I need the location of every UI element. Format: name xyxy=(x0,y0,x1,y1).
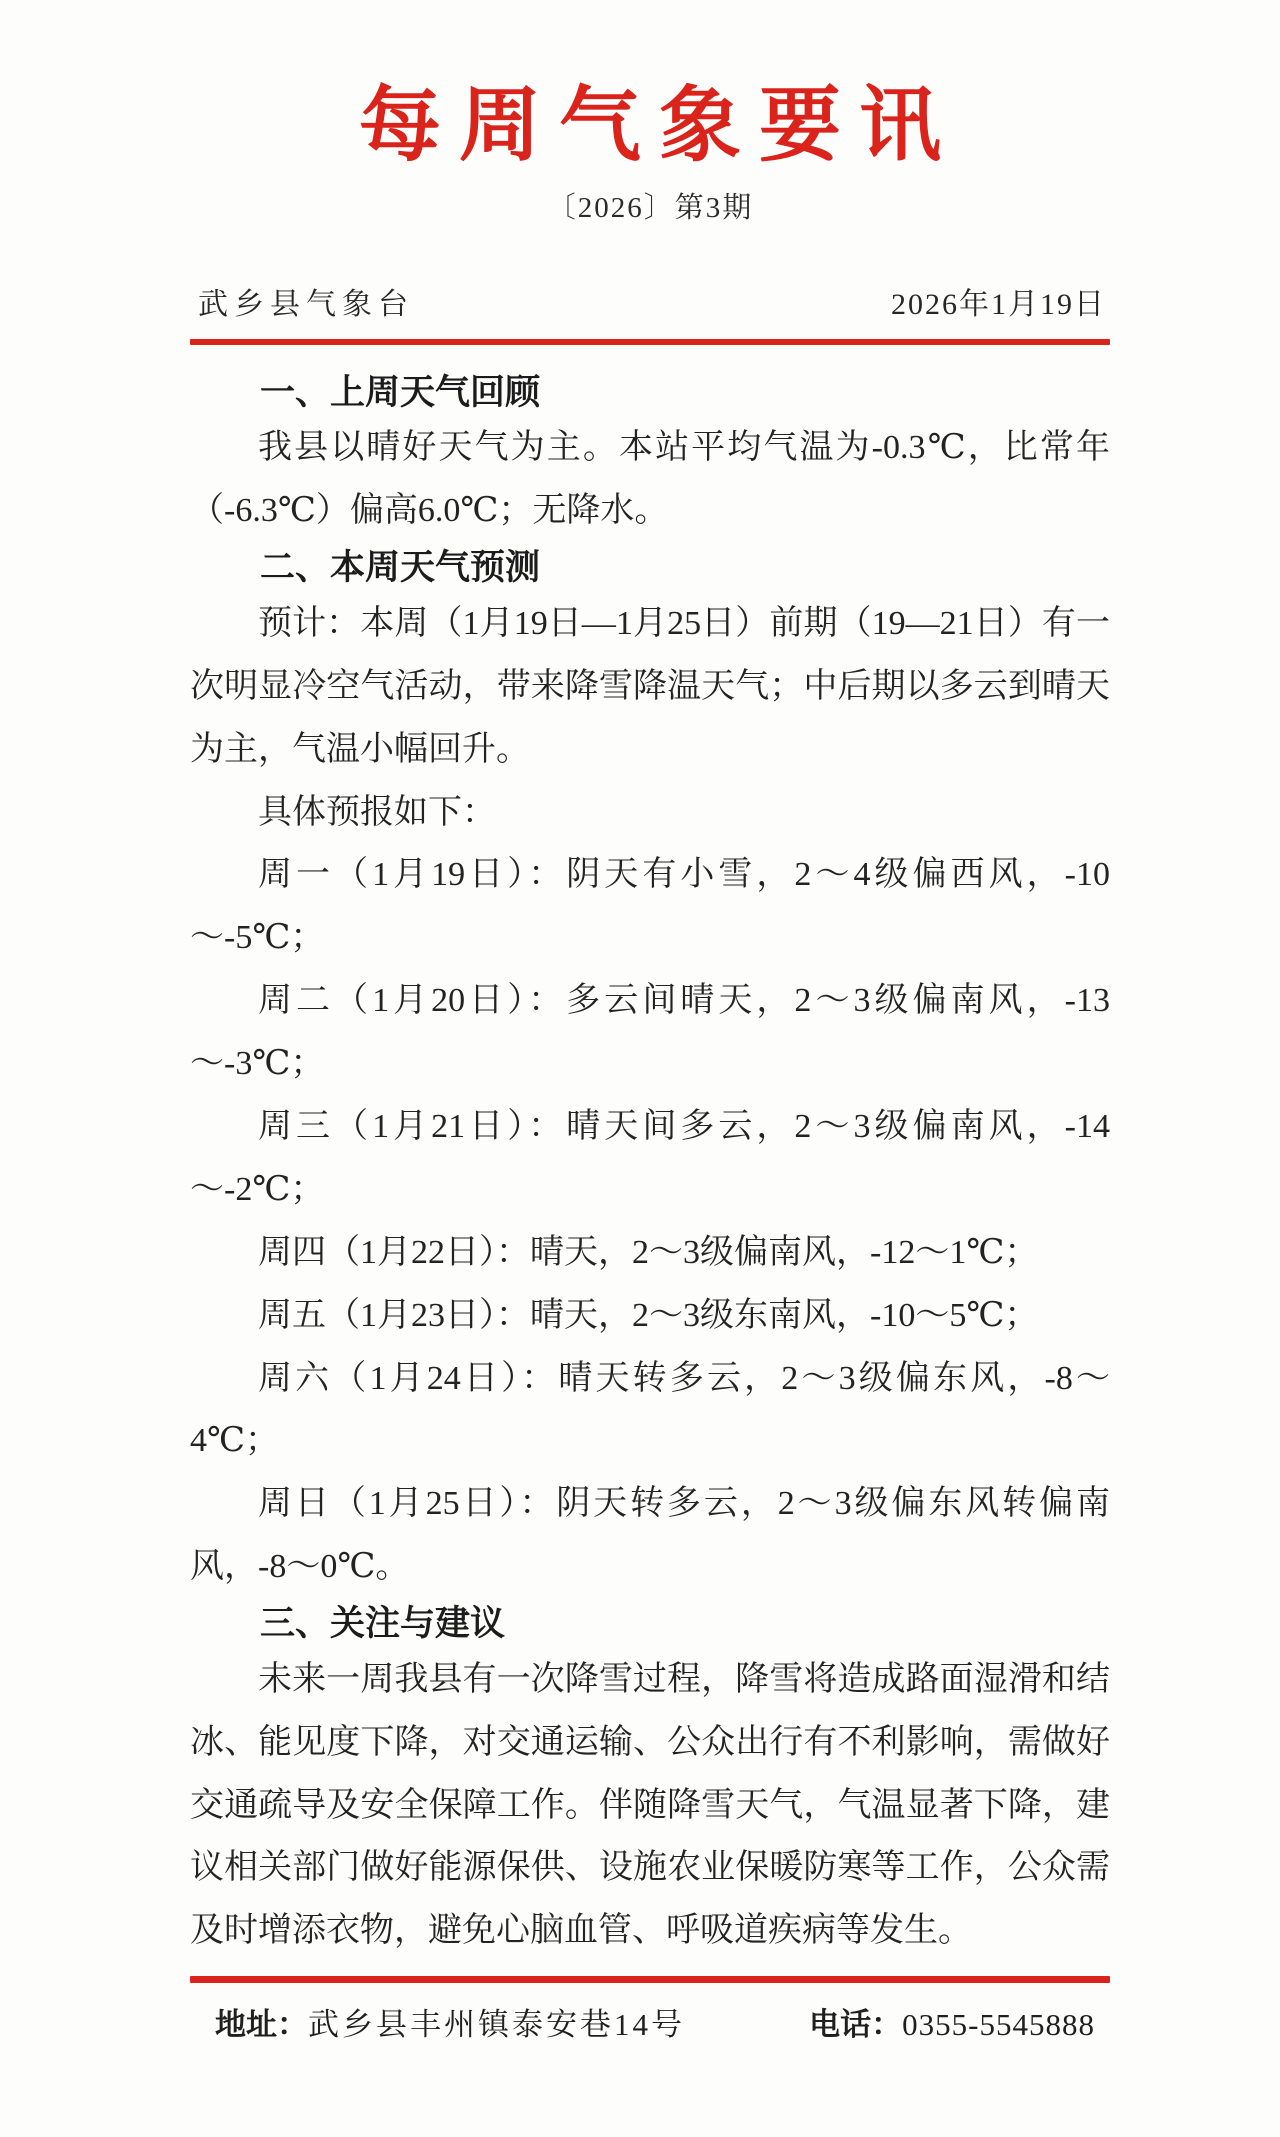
section-3-paragraph: 未来一周我县有一次降雪过程，降雪将造成路面湿滑和结冰、能见度下降，对交通运输、公众出行有不利影响，需做好交通疏导及安全保障工作。伴随降雪天气，气温显著下降，建议相关部门做好能源保供、设施农业保暖防寒等工作，公众需及时增添衣物，避免心脑血管、呼吸道疾病等发生。 xyxy=(190,1660,1110,1950)
document-body xyxy=(190,368,1110,1964)
section-1-heading: 一、上周天气回顾 xyxy=(260,372,541,412)
forecast-line-monday: 周一（1月19日）：阴天有小雪，2～4级偏西风，-10～-5℃； xyxy=(190,856,1110,957)
phone-line xyxy=(809,2005,1095,2045)
address-label: 地址： xyxy=(215,2006,308,2042)
header-rule xyxy=(190,339,1110,345)
forecast-intro: 具体预报如下： xyxy=(258,793,496,831)
address-value: 武乡县丰州镇泰安巷14号 xyxy=(308,2006,685,2042)
footer xyxy=(190,1976,1110,2137)
footer-contact-row xyxy=(190,2005,1110,2045)
meta-row xyxy=(190,285,1110,326)
section-3-heading: 三、关注与建议 xyxy=(260,1604,506,1644)
footer-rule xyxy=(190,1976,1110,1983)
forecast-line-friday: 周五（1月23日）：晴天，2～3级东南风，-10～5℃； xyxy=(258,1296,1039,1334)
forecast-line-sunday: 周日（1月25日）：阴天转多云，2～3级偏东风转偏南风，-8～0℃。 xyxy=(190,1485,1110,1586)
section-2-heading: 二、本周天气预测 xyxy=(260,548,541,588)
section-2-paragraph: 预计：本周（1月19日—1月25日）前期（19—21日）有一次明显冷空气活动，带来降雪降温天气；中后期以多云到晴天为主，气温小幅回升。 xyxy=(190,604,1110,768)
phone-label: 电话： xyxy=(809,2006,903,2042)
phone-value: 0355-5545888 xyxy=(902,2006,1095,2042)
issue-date: 2026年1月19日 xyxy=(891,288,1106,322)
agency-name: 武乡县气象台 xyxy=(198,288,414,322)
section-1-paragraph: 我县以晴好天气为主。本站平均气温为-0.3℃，比常年（-6.3℃）偏高6.0℃；无降水。 xyxy=(190,429,1110,530)
address-line xyxy=(215,2005,685,2045)
page-title: 每周气象要讯 xyxy=(358,80,960,171)
forecast-line-wednesday: 周三（1月21日）：晴天间多云，2～3级偏南风，-14～-2℃； xyxy=(190,1107,1110,1208)
issue-number: 〔2026〕第3期 xyxy=(546,191,754,224)
forecast-line-saturday: 周六（1月24日）：晴天转多云，2～3级偏东风，-8～4℃； xyxy=(190,1359,1110,1460)
forecast-line-tuesday: 周二（1月20日）：多云间晴天，2～3级偏南风，-13～-3℃； xyxy=(190,982,1110,1083)
forecast-line-thursday: 周四（1月22日）：晴天，2～3级偏南风，-12～1℃； xyxy=(258,1233,1039,1271)
